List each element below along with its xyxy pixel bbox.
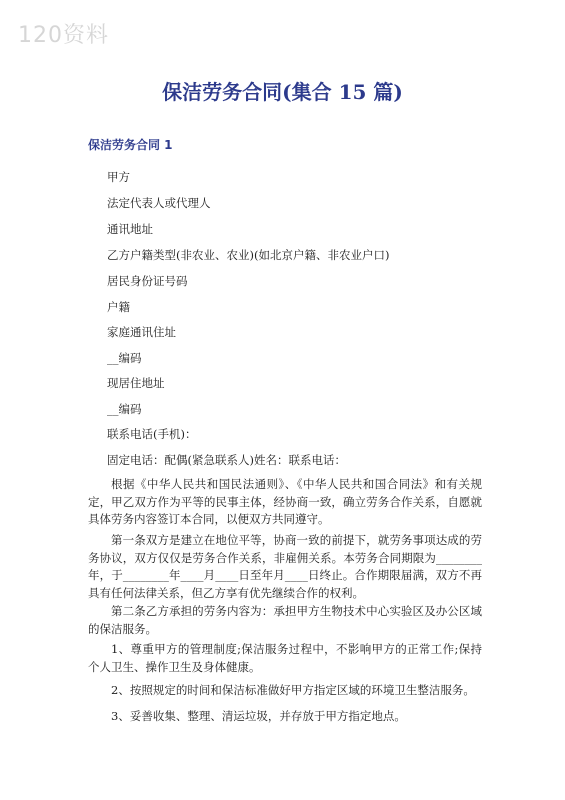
document-title: 保洁劳务合同(集合 15 篇) [162, 80, 403, 104]
paragraph-preamble: 根据《中华人民共和国民法通则》、《中华人民共和国合同法》和有关规定，甲乙双方作为平等的民事主体，经协商一致，确立劳务合作关系，自愿就具体劳务内容签订本合同，以便双方共同遵守。 [88, 477, 482, 526]
watermark: 120资料 [18, 23, 109, 48]
field-mobile-phone: 联系电话(手机)： [107, 427, 197, 441]
field-household-type: 乙方户籍类型(非农业、农业)(如北京户籍、非农业户口) [107, 248, 390, 262]
paragraph-item-3: 3、妥善收集、整理、清运垃圾，并存放于甲方指定地点。 [111, 709, 406, 723]
field-mailing-address: 通讯地址 [107, 222, 153, 236]
field-legal-representative: 法定代表人或代理人 [107, 196, 211, 210]
field-household-register: 户籍 [107, 300, 130, 314]
field-landline-emergency: 固定电话：配偶(紧急联系人)姓名：联系电话： [107, 453, 346, 467]
paragraph-article-2: 第二条乙方承担的劳务内容为：承担甲方生物技术中心实验区及办公区域的保洁服务。 [88, 604, 482, 636]
paragraph-item-2: 2、按照规定的时间和保洁标准做好甲方指定区域的环境卫生整洁服务。 [111, 683, 475, 697]
field-party-a: 甲方 [107, 170, 130, 184]
field-postcode-home: __编码 [107, 351, 142, 365]
field-current-address: 现居住地址 [107, 376, 165, 390]
paragraph-article-1: 第一条双方是建立在地位平等，协商一致的前提下，就劳务事项达成的劳务协议，双方仅仅是劳务合作关系，非雇佣关系。本劳务合同期限为________年，于________年____月____日至年月____日终止。合作期限届满，双方不再具有任何法律关系，但乙方享有优先继续合作的权利。 [88, 533, 482, 600]
paragraph-item-1: 1、尊重甲方的管理制度;保洁服务过程中，不影响甲方的正常工作;保持个人卫生、操作卫生及身体健康。 [88, 642, 482, 674]
section-title: 保洁劳务合同 1 [88, 138, 173, 152]
field-home-address: 家庭通讯住址 [107, 325, 176, 339]
field-id-number: 居民身份证号码 [107, 274, 188, 288]
field-postcode-current: __编码 [107, 402, 142, 416]
